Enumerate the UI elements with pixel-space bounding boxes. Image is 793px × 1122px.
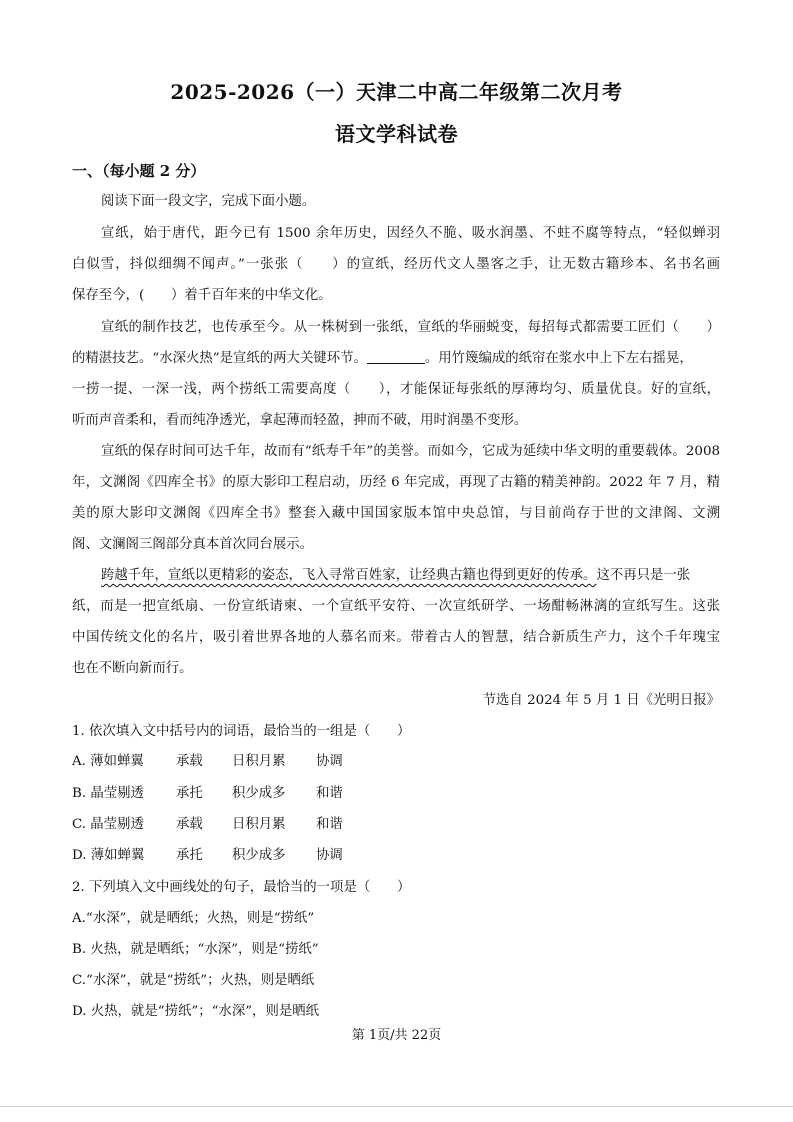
- option-word: D. 薄如蝉翼: [72, 848, 145, 863]
- wavy-underlined-sentence: 跨越千年，宣纸以更精彩的姿态，飞入寻常百姓家，让经典古籍也得到更好的传承。: [101, 568, 597, 583]
- question-1-stem: 1. 依次填入文中括号内的词语，最恰当的一组是（ ）: [72, 724, 411, 739]
- passage-p2-line2: [72, 349, 720, 369]
- passage-p4-line3: 中国传统文化的名片，吸引着世界各地的人慕名而来。带着古人的智慧，结合新质生产力，这个千年瑰宝: [72, 630, 720, 645]
- question-2-stem: 2. 下列填入文中画线处的句子，最恰当的一项是（ ）: [72, 880, 411, 895]
- exam-subtitle: 语文学科试卷: [335, 122, 458, 146]
- passage-p4-line2: 纸，而是一把宣纸扇、一份宣纸请柬、一个宣纸平安符、一次宣纸研学、一场酣畅淋漓的宣纸写生。这张: [72, 599, 720, 614]
- option-word: 承托: [176, 786, 203, 801]
- question-2-option-d: D. 火热，就是“捞纸”；“水深”，则是晒纸: [72, 1004, 320, 1019]
- option-word: 积少成多: [232, 848, 286, 863]
- exam-title: 2025-2026（一）天津二中高二年级第二次月考: [170, 80, 623, 104]
- passage-p1-line3: 保存至今，( ）着千百年来的中华文化。: [72, 288, 332, 303]
- option-word: 积少成多: [232, 786, 286, 801]
- passage-p4-line4: 也在不断向新而行。: [72, 661, 193, 676]
- section-heading: 一、（每小题 2 分）: [72, 162, 206, 180]
- question-2-option-b: B. 火热，就是晒纸；“水深”，则是“捞纸”: [72, 942, 319, 957]
- passage-p2-line4: 听而声音柔和，看而纯净透光，拿起薄而轻盈，抻而不破，用时润墨不变形。: [72, 413, 528, 428]
- passage-p3-line3: 美的原大影印文渊阁《四库全书》整套入藏中国国家版本馆中央总馆，与目前尚存于世的文津阁、文溯: [72, 506, 720, 521]
- page-number: 第 1页/共 22页: [351, 1028, 442, 1043]
- option-word: A. 薄如蝉翼: [72, 754, 144, 769]
- option-word: 和谐: [316, 786, 343, 801]
- passage-p2-line2-part1: 的精湛技艺。“水深火热”是宣纸的两大关键环节。: [72, 351, 367, 366]
- passage-p3-line1: 宣纸的保存时间可达千年，故而有“纸寿千年”的美誉。而如今，它成为延续中华文明的重要载体。2008: [101, 444, 720, 459]
- passage-p2-line3: 一捞一提、一深一浅，两个捞纸工需要高度（ ），才能保证每张纸的厚薄均匀、质量优良。好的宣纸，: [72, 382, 720, 397]
- passage-p2-line2-part2: 。用竹篾编成的纸帘在浆水中上下左右摇晃，: [424, 351, 693, 366]
- option-word: 协调: [316, 848, 343, 863]
- instruction: 阅读下面一段文字，完成下面小题。: [101, 194, 316, 209]
- question-2-option-c: C.“水深”，就是“捞纸”；火热，则是晒纸: [72, 973, 315, 988]
- question-1-option-d: [72, 846, 720, 866]
- passage-p3-line2: 年，文渊阁《四库全书》的原大影印工程启动，历经 6 年完成，再现了古籍的精美神韵。2022 年 7 月，精: [72, 475, 720, 490]
- passage-p1-line2: 白似雪，抖似细绸不闻声。”一张张（ ）的宣纸，经历代文人墨客之手，让无数古籍珍本、名书名画: [72, 257, 720, 272]
- passage-p2-line1: 宣纸的制作技艺，也传承至今。从一株树到一张纸，宣纸的华丽蜕变，每招每式都需要工匠们（ ）: [101, 320, 720, 335]
- option-word: B. 晶莹剔透: [72, 786, 144, 801]
- option-word: 日积月累: [232, 754, 286, 769]
- fill-blank-line: [367, 349, 425, 364]
- question-2-option-a: A.“水深”，就是晒纸；火热，则是“捞纸”: [72, 911, 315, 926]
- passage-p4-line1-rest: 这不再只是一张: [596, 568, 691, 583]
- passage-p4-line1: [101, 566, 720, 586]
- passage-p3-line4: 阁、文澜阁三阁部分真本首次同台展示。: [72, 537, 314, 552]
- question-1-option-a: [72, 752, 720, 772]
- option-word: 承托: [176, 848, 203, 863]
- option-word: 日积月累: [232, 817, 286, 832]
- option-word: 承载: [176, 754, 203, 769]
- option-word: 协调: [316, 754, 343, 769]
- option-word: 承载: [176, 817, 203, 832]
- option-word: C. 晶莹剔透: [72, 817, 144, 832]
- question-1-option-b: [72, 784, 720, 804]
- option-word: 和谐: [316, 817, 343, 832]
- page-bottom-divider: [0, 1106, 793, 1107]
- question-1-option-c: [72, 815, 720, 835]
- passage-source: 节选自 2024 年 5 月 1 日《光明日报》: [482, 693, 720, 708]
- passage-p1-line1: 宣纸，始于唐代，距今已有 1500 余年历史，因经久不脆、吸水润墨、不蛀不腐等特点，“轻似蝉羽: [101, 226, 720, 241]
